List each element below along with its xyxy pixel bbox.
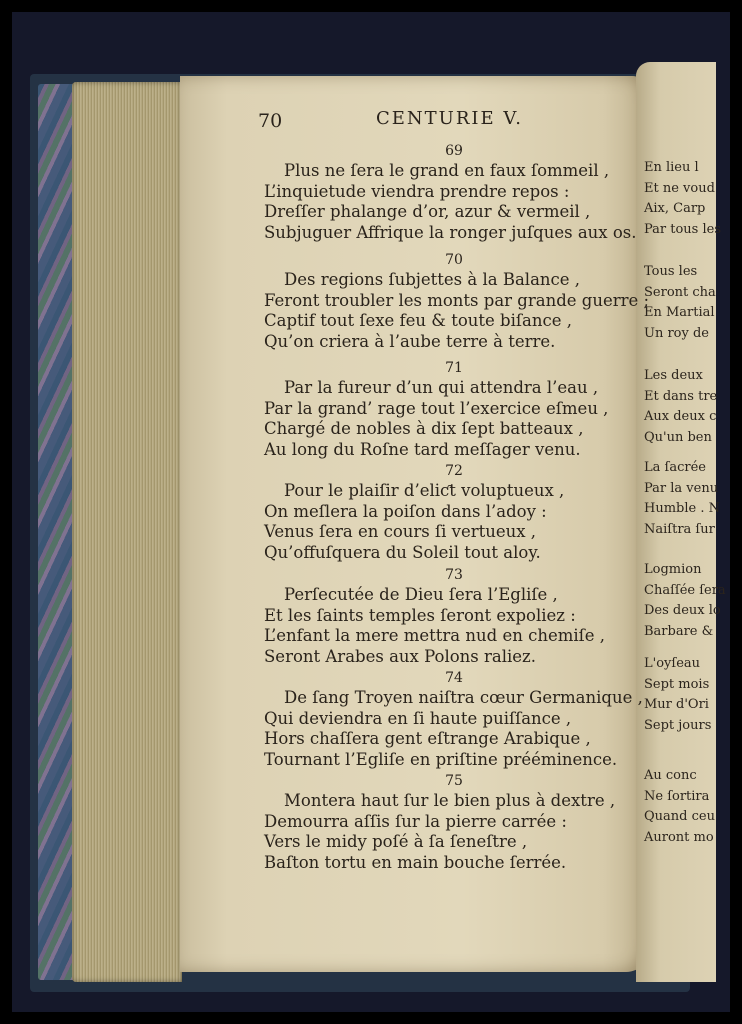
facing-page-line: En Martial xyxy=(644,305,715,320)
verse-line: On meſlera la poiſon dans l’adoy : xyxy=(264,501,547,521)
quatrain xyxy=(264,143,644,244)
verse-line: Des regions ſubjettes à la Balance , xyxy=(284,270,581,289)
facing-page-line: Au conc xyxy=(644,768,697,783)
page-header xyxy=(258,108,578,136)
verse-line: Feront troubler les monts par grande guerre ; xyxy=(264,290,650,310)
facing-page-line: Et ne voud xyxy=(644,180,715,196)
quatrain-number: 71 xyxy=(445,360,463,376)
running-title: CENTURIE V. xyxy=(376,108,523,129)
facing-page-line: Logmion xyxy=(644,562,702,577)
facing-page-line: Un roy de xyxy=(644,325,709,341)
facing-page-line: Naiſtra ſur xyxy=(644,521,715,537)
quatrain xyxy=(264,360,644,461)
facing-page-line: Seront cha xyxy=(644,284,716,300)
verse-line: Montera haut ſur le bien plus à dextre , xyxy=(284,791,616,810)
verse-line: Demourra aſſis ſur la pierre carrée : xyxy=(264,811,567,831)
facing-page-line: Tous les xyxy=(644,264,698,279)
verse-line: Par la fureur d’un qui attendra l’eau , xyxy=(284,378,599,397)
facing-page-line: Auront mo xyxy=(644,829,714,845)
facing-page-line: Quand ceu xyxy=(644,809,715,824)
verse-line: Chargé de nobles à dix ſept batteaux , xyxy=(264,419,584,439)
quatrain xyxy=(264,463,644,564)
verse-line: Qu’offuſquera du Soleil tout aloy. xyxy=(264,543,541,563)
page-number: 70 xyxy=(258,110,283,132)
verse-line: Seront Arabes aux Polons raliez. xyxy=(264,647,536,667)
facing-page-line: Aix, Carp xyxy=(644,201,706,216)
verse-line: Qui deviendra en ſi haute puiſſance , xyxy=(264,708,572,728)
quatrain xyxy=(264,252,650,353)
facing-page-line: Aux deux c xyxy=(644,409,717,424)
verse-line: Et les ſaints temples ſeront expoliez : xyxy=(264,605,576,625)
quatrain-number: 74 xyxy=(445,670,463,686)
page-block-edges xyxy=(72,82,182,982)
facing-page-line: Sept mois xyxy=(644,676,710,692)
facing-page-line: Qu'un ben xyxy=(644,429,712,445)
verse-line: L’enfant la mere mettra nud en chemiſe , xyxy=(264,626,606,646)
quatrain xyxy=(264,773,644,874)
verse-line: Qu’on criera à l’aube terre à terre. xyxy=(264,332,556,352)
facing-page-line: En lieu l xyxy=(644,160,699,175)
verse-line: Vers le midy poſé à ſa ſeneſtre , xyxy=(264,832,528,852)
facing-page-line: L'oyſeau xyxy=(644,656,701,671)
quatrain xyxy=(264,567,644,668)
quatrain-number: 73 xyxy=(445,567,463,583)
verse-line: Dreſſer phalange d’or, azur & vermeil , xyxy=(264,202,591,222)
quatrain-number: 70 xyxy=(445,252,463,268)
facing-page-line: Humble . N xyxy=(644,501,720,516)
verse-line: Baſton tortu en main bouche ſerrée. xyxy=(264,853,567,873)
facing-page-line: Ne ſortira xyxy=(644,788,710,804)
facing-page xyxy=(636,62,726,982)
facing-page-line: Et dans tre xyxy=(644,388,718,404)
facing-page-line: La ſacrée xyxy=(644,460,706,475)
verse-line: L’inquietude viendra prendre repos : xyxy=(264,181,570,201)
verse-line: Tournant l’Egliſe en priſtine prééminence. xyxy=(264,750,618,770)
verse-line: Par la grand’ rage tout l’exercice eſmeu , xyxy=(264,398,609,418)
verse-line: Au long du Roſne tard meſſager venu. xyxy=(264,440,581,460)
facing-page-line: Chaſſée ſera xyxy=(644,582,726,598)
facing-page-line: Par tous les xyxy=(644,221,722,237)
quatrain-number: 69 xyxy=(445,143,463,159)
facing-page-line: Mur d'Ori xyxy=(644,697,709,712)
facing-page-line: Des deux lo xyxy=(644,603,721,618)
verse-line: Pour le plaiſir d’eliƈt voluptueux , xyxy=(284,481,565,500)
facing-page-line: Les deux xyxy=(644,368,703,383)
verse-line: Plus ne ſera le grand en faux ſommeil , xyxy=(284,161,610,180)
facing-page-line: Barbare & xyxy=(644,623,714,639)
verse-line: Hors chaſſera gent eſtrange Arabique , xyxy=(264,729,591,749)
quatrain xyxy=(264,670,644,771)
verse-line: Subjuguer Affrique la ronger juſques aux os. xyxy=(264,223,637,243)
facing-page-line: Sept jours xyxy=(644,717,712,733)
verse-line: Captif tout ſexe feu & toute biſance , xyxy=(264,311,572,331)
verse-line: Perſecutée de Dieu ſera l’Egliſe , xyxy=(284,585,558,604)
verse-line: Venus ſera en cours ſi vertueux , xyxy=(264,522,537,542)
quatrain-number: 75 xyxy=(445,773,463,789)
verse-line: De ſang Troyen naiſtra cœur Germanique , xyxy=(284,688,643,707)
quatrain-number: 72 xyxy=(445,463,463,479)
facing-page-line: Par la venu xyxy=(644,480,719,496)
